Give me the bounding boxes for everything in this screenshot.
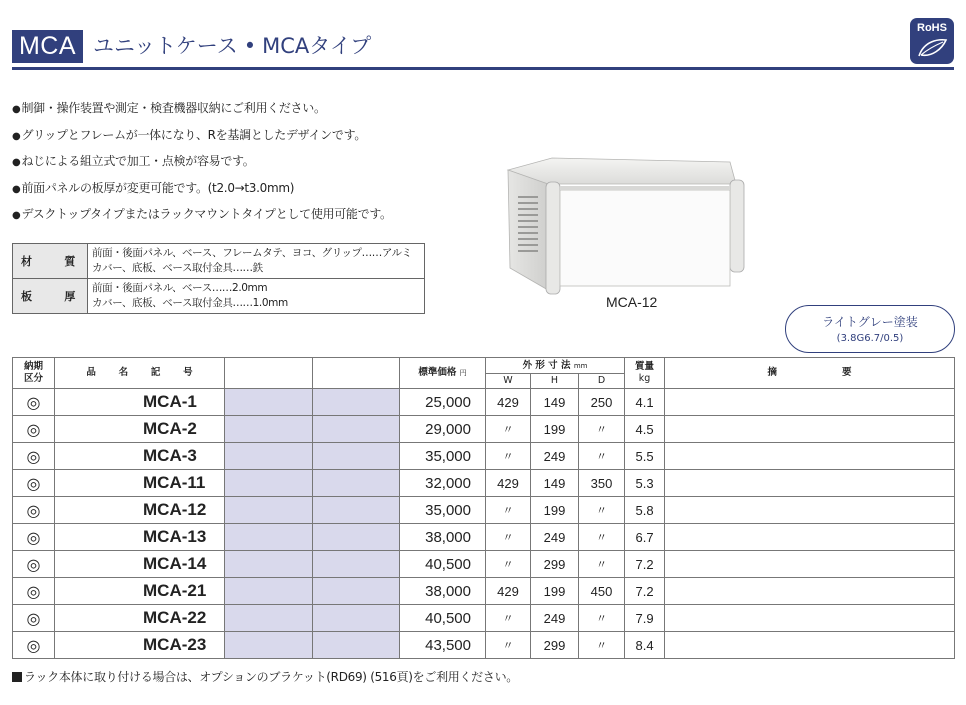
shaded-cell bbox=[313, 497, 400, 524]
page-title bbox=[93, 30, 371, 63]
product-code: MCA-3 bbox=[55, 443, 225, 470]
delivery-mark: ◎ bbox=[13, 497, 55, 524]
price-cell: 38,000 bbox=[400, 524, 486, 551]
mass-cell: 8.4 bbox=[625, 632, 665, 659]
table-row bbox=[13, 497, 955, 524]
table-row bbox=[13, 470, 955, 497]
shaded-cell bbox=[313, 632, 400, 659]
price-cell: 25,000 bbox=[400, 389, 486, 416]
header-name: 品 名 記 号 bbox=[55, 358, 225, 389]
title-main: ユニットケース bbox=[93, 34, 238, 58]
feature-item: ● 制御・操作装置や測定・検査機器収納にご利用ください。 bbox=[12, 96, 392, 123]
product-code: MCA-23 bbox=[55, 632, 225, 659]
depth-cell: 〃 bbox=[579, 497, 625, 524]
table-row bbox=[13, 551, 955, 578]
delivery-mark: ◎ bbox=[13, 389, 55, 416]
height-cell: 249 bbox=[531, 443, 579, 470]
product-table bbox=[12, 357, 955, 659]
feature-list bbox=[12, 96, 392, 229]
remarks-cell bbox=[665, 524, 955, 551]
delivery-mark: ◎ bbox=[13, 443, 55, 470]
remarks-cell bbox=[665, 551, 955, 578]
shaded-cell bbox=[225, 443, 313, 470]
header-h: H bbox=[531, 374, 579, 389]
product-code: MCA-2 bbox=[55, 416, 225, 443]
remarks-cell bbox=[665, 389, 955, 416]
table-row bbox=[13, 443, 955, 470]
height-cell: 199 bbox=[531, 497, 579, 524]
header-dims: 外 形 寸 法 mm bbox=[486, 358, 625, 374]
product-code: MCA-14 bbox=[55, 551, 225, 578]
product-code: MCA-12 bbox=[55, 497, 225, 524]
shaded-cell bbox=[313, 389, 400, 416]
spec-row-material bbox=[13, 244, 425, 279]
header-delivery: 納期 区分 bbox=[13, 358, 55, 389]
price-cell: 35,000 bbox=[400, 443, 486, 470]
price-cell: 32,000 bbox=[400, 470, 486, 497]
header-blank-1 bbox=[225, 358, 313, 389]
remarks-cell bbox=[665, 578, 955, 605]
depth-cell: 〃 bbox=[579, 551, 625, 578]
header-blank-2 bbox=[313, 358, 400, 389]
height-cell: 249 bbox=[531, 524, 579, 551]
mass-cell: 4.1 bbox=[625, 389, 665, 416]
width-cell: 〃 bbox=[486, 632, 531, 659]
shaded-cell bbox=[313, 605, 400, 632]
title-subtitle: MCAタイプ bbox=[262, 34, 372, 58]
spec-value: 前面・後面パネル、ベース、フレームタテ、ヨコ、グリップ……アルミ カバー、底板、ベース取付金具……鉄 bbox=[88, 244, 425, 279]
height-cell: 299 bbox=[531, 632, 579, 659]
mass-cell: 5.5 bbox=[625, 443, 665, 470]
depth-cell: 〃 bbox=[579, 524, 625, 551]
table-row bbox=[13, 632, 955, 659]
spec-row-thickness bbox=[13, 279, 425, 314]
feature-item: ● 前面パネルの板厚が変更可能です。(t2.0→t3.0mm) bbox=[12, 176, 392, 203]
mass-cell: 7.9 bbox=[625, 605, 665, 632]
product-code: MCA-22 bbox=[55, 605, 225, 632]
shaded-cell bbox=[313, 524, 400, 551]
mass-cell: 7.2 bbox=[625, 578, 665, 605]
depth-cell: 〃 bbox=[579, 416, 625, 443]
width-cell: 〃 bbox=[486, 497, 531, 524]
mass-cell: 7.2 bbox=[625, 551, 665, 578]
shaded-cell bbox=[225, 605, 313, 632]
depth-cell: 350 bbox=[579, 470, 625, 497]
table-row bbox=[13, 578, 955, 605]
table-row bbox=[13, 524, 955, 551]
remarks-cell bbox=[665, 605, 955, 632]
table-row bbox=[13, 605, 955, 632]
leaf-icon bbox=[916, 37, 948, 59]
table-row bbox=[13, 416, 955, 443]
remarks-cell bbox=[665, 497, 955, 524]
spec-value: 前面・後面パネル、ベース……2.0mm カバー、底板、ベース取付金具……1.0mm bbox=[88, 279, 425, 314]
shaded-cell bbox=[225, 632, 313, 659]
height-cell: 249 bbox=[531, 605, 579, 632]
shaded-cell bbox=[313, 551, 400, 578]
width-cell: 〃 bbox=[486, 605, 531, 632]
mass-cell: 5.3 bbox=[625, 470, 665, 497]
shaded-cell bbox=[225, 416, 313, 443]
header-mass: 質量 kg bbox=[625, 358, 665, 389]
mass-cell: 4.5 bbox=[625, 416, 665, 443]
depth-cell: 450 bbox=[579, 578, 625, 605]
delivery-mark: ◎ bbox=[13, 551, 55, 578]
delivery-mark: ◎ bbox=[13, 578, 55, 605]
shaded-cell bbox=[313, 470, 400, 497]
shaded-cell bbox=[225, 524, 313, 551]
spec-label: 材 質 bbox=[13, 244, 88, 279]
paint-name: ライトグレー塗装 bbox=[822, 315, 918, 329]
price-cell: 40,500 bbox=[400, 551, 486, 578]
width-cell: 〃 bbox=[486, 524, 531, 551]
title-separator: • bbox=[243, 34, 257, 58]
shaded-cell bbox=[313, 578, 400, 605]
shaded-cell bbox=[313, 443, 400, 470]
remarks-cell bbox=[665, 470, 955, 497]
mass-cell: 5.8 bbox=[625, 497, 665, 524]
delivery-mark: ◎ bbox=[13, 524, 55, 551]
depth-cell: 250 bbox=[579, 389, 625, 416]
price-cell: 38,000 bbox=[400, 578, 486, 605]
header-rule bbox=[12, 67, 954, 70]
header-d: D bbox=[579, 374, 625, 389]
width-cell: 429 bbox=[486, 389, 531, 416]
height-cell: 299 bbox=[531, 551, 579, 578]
mass-cell: 6.7 bbox=[625, 524, 665, 551]
delivery-mark: ◎ bbox=[13, 632, 55, 659]
height-cell: 199 bbox=[531, 416, 579, 443]
paint-badge bbox=[785, 305, 955, 353]
shaded-cell bbox=[225, 470, 313, 497]
shaded-cell bbox=[225, 578, 313, 605]
table-row bbox=[13, 389, 955, 416]
shaded-cell bbox=[313, 416, 400, 443]
product-code: MCA-21 bbox=[55, 578, 225, 605]
depth-cell: 〃 bbox=[579, 605, 625, 632]
shaded-cell bbox=[225, 389, 313, 416]
width-cell: 〃 bbox=[486, 416, 531, 443]
product-code: MCA-11 bbox=[55, 470, 225, 497]
rohs-icon bbox=[910, 18, 954, 64]
series-badge: MCA bbox=[12, 30, 83, 63]
footnote: ラック本体に取り付ける場合は、オプションのブラケット(RD69) (516頁)をご利用ください。 bbox=[12, 668, 518, 685]
feature-item: ● グリップとフレームが一体になり、Rを基調としたデザインです。 bbox=[12, 123, 392, 150]
delivery-mark: ◎ bbox=[13, 416, 55, 443]
header-price: 標準価格 円 bbox=[400, 358, 486, 389]
rohs-label: RoHS bbox=[917, 22, 947, 34]
spec-table bbox=[12, 243, 425, 314]
remarks-cell bbox=[665, 632, 955, 659]
price-cell: 29,000 bbox=[400, 416, 486, 443]
photo-caption: MCA-12 bbox=[606, 294, 658, 310]
height-cell: 199 bbox=[531, 578, 579, 605]
product-code: MCA-1 bbox=[55, 389, 225, 416]
width-cell: 〃 bbox=[486, 443, 531, 470]
price-cell: 40,500 bbox=[400, 605, 486, 632]
remarks-cell bbox=[665, 443, 955, 470]
width-cell: 429 bbox=[486, 578, 531, 605]
feature-item: ● ねじによる組立式で加工・点検が容易です。 bbox=[12, 149, 392, 176]
shaded-cell bbox=[225, 497, 313, 524]
feature-item: ● デスクトップタイプまたはラックマウントタイプとして使用可能です。 bbox=[12, 202, 392, 229]
header-w: W bbox=[486, 374, 531, 389]
product-code: MCA-13 bbox=[55, 524, 225, 551]
remarks-cell bbox=[665, 416, 955, 443]
price-cell: 43,500 bbox=[400, 632, 486, 659]
paint-code: (3.8G6.7/0.5) bbox=[836, 333, 904, 344]
width-cell: 429 bbox=[486, 470, 531, 497]
spec-label: 板 厚 bbox=[13, 279, 88, 314]
product-photo bbox=[490, 140, 760, 305]
shaded-cell bbox=[225, 551, 313, 578]
depth-cell: 〃 bbox=[579, 443, 625, 470]
delivery-mark: ◎ bbox=[13, 605, 55, 632]
width-cell: 〃 bbox=[486, 551, 531, 578]
height-cell: 149 bbox=[531, 389, 579, 416]
depth-cell: 〃 bbox=[579, 632, 625, 659]
price-cell: 35,000 bbox=[400, 497, 486, 524]
height-cell: 149 bbox=[531, 470, 579, 497]
delivery-mark: ◎ bbox=[13, 470, 55, 497]
header-remarks: 摘 要 bbox=[665, 358, 955, 389]
